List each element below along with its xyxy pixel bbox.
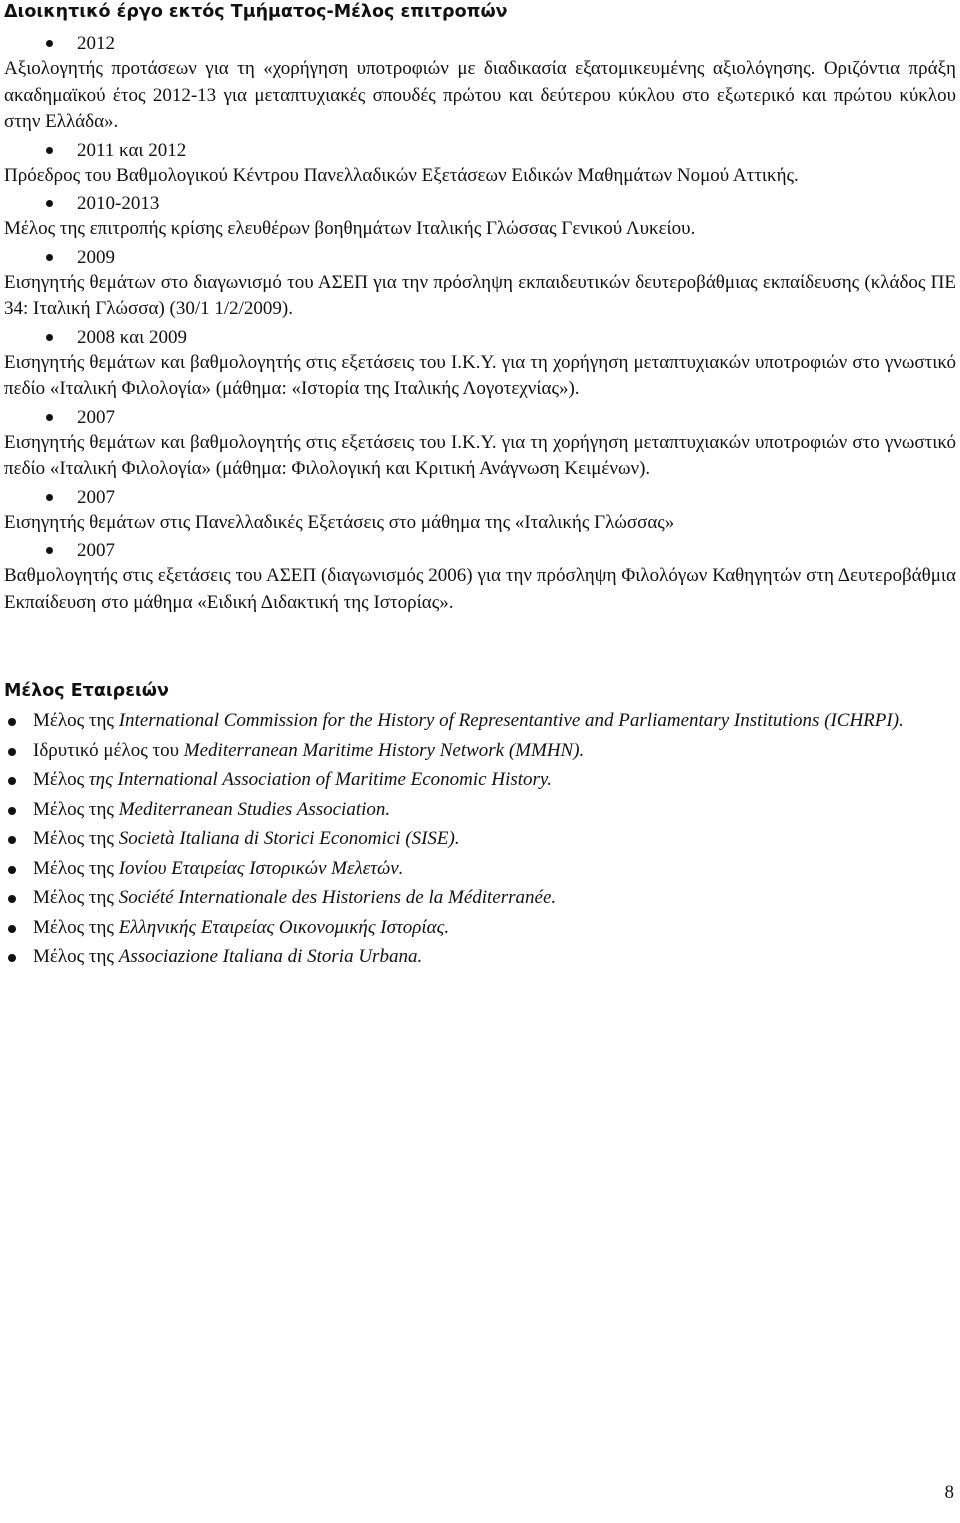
entry-year-row xyxy=(0,137,960,164)
entry-year: 2012 xyxy=(77,33,115,54)
entry-year-row xyxy=(0,404,960,431)
entry-description: Εισηγητής θεμάτων στις Πανελλαδικές Εξετάσεις στο μάθημα της «Ιταλικής Γλώσσας» xyxy=(4,511,675,533)
membership-item xyxy=(0,942,960,972)
entry-year: 2007 xyxy=(77,540,115,561)
bullet-icon xyxy=(46,40,53,47)
entry-description: Πρόεδρος του Βαθμολογικού Κέντρου Πανελλαδικών Εξετάσεων Ειδικών Μαθημάτων Νομού Αττικής. xyxy=(4,164,799,186)
entry-year-row xyxy=(0,484,960,511)
membership-item xyxy=(0,765,960,795)
admin-entry xyxy=(0,190,960,244)
membership-prefix: Μέλος της xyxy=(33,946,119,967)
entry-year-row xyxy=(0,537,960,564)
admin-entry xyxy=(0,404,960,484)
admin-entries-list xyxy=(0,30,960,617)
entry-description: Αξιολογητής προτάσεων για τη «χορήγηση υποτροφιών με διαδικασία εξατομικευμένης αξιολόγησης. Οριζόντια πράξη ακαδημαϊκού έτος 2012-13 για μεταπτυχιακές σπουδές πρώτου και δεύτερου κύκλου στο εξωτερικό και πρώτου κύκλου στην Ελλάδα». xyxy=(4,58,956,132)
admin-entry xyxy=(0,537,960,617)
entry-description: Εισηγητής θεμάτων στο διαγωνισμό του ΑΣΕΠ για την πρόσληψη εκπαιδευτικών δευτεροβάθμιας εκπαίδευσης (κλάδος ΠΕ 34: Ιταλική Γλώσσα) (30/1 1/2/2009). xyxy=(4,271,956,319)
admin-entry xyxy=(0,324,960,404)
organization-name: Ελληνικής Εταιρείας Οικονομικής Ιστορίας. xyxy=(118,916,450,938)
bullet-icon xyxy=(46,200,53,207)
membership-prefix: Μέλος xyxy=(33,769,89,790)
bullet-icon xyxy=(8,925,16,933)
entry-year-row xyxy=(0,190,960,217)
membership-item xyxy=(0,824,960,854)
bullet-icon xyxy=(46,147,53,154)
admin-entry xyxy=(0,30,960,137)
membership-item xyxy=(0,736,960,766)
admin-entry xyxy=(0,244,960,324)
entry-description: Εισηγητής θεμάτων και βαθμολογητής στις εξετάσεις του Ι.Κ.Υ. για τη χορήγηση μεταπτυχιακών υποτροφιών στο γνωστικό πεδίο «Ιταλική Φιλολογία» (μάθημα: «Ιστορία της Ιταλικής Λογοτεχνίας»). xyxy=(4,351,956,399)
membership-prefix: Μέλος της xyxy=(33,916,119,938)
membership-item xyxy=(0,795,960,825)
membership-item xyxy=(0,854,960,884)
organization-name: International Commission for the History of Representantive and Parliamentary Institutions (ICHRPI). xyxy=(118,710,904,731)
membership-prefix: Μέλος της xyxy=(33,710,119,731)
membership-item xyxy=(0,706,960,736)
bullet-icon xyxy=(46,547,53,554)
membership-section-heading: Μέλος Εταιρειών xyxy=(4,681,169,701)
organization-name: Mediterranean Maritime History Network (MMHN). xyxy=(183,739,585,761)
organization-name: Mediterranean Studies Association. xyxy=(118,798,391,820)
membership-prefix: Μέλος της xyxy=(33,798,119,820)
membership-prefix: Μέλος της xyxy=(33,857,119,879)
bullet-icon xyxy=(8,866,16,874)
entry-year: 2010-2013 xyxy=(77,193,160,214)
bullet-icon xyxy=(46,494,53,501)
membership-item xyxy=(0,913,960,943)
membership-list xyxy=(0,706,960,972)
bullet-icon xyxy=(46,254,53,261)
membership-prefix: Ιδρυτικό μέλος του xyxy=(33,739,184,761)
bullet-icon xyxy=(46,334,53,341)
entry-year-row xyxy=(0,30,960,57)
entry-year-row xyxy=(0,244,960,271)
entry-year: 2007 xyxy=(77,406,115,428)
organization-name: της International Association of Maritime Economic History. xyxy=(88,769,553,790)
admin-entry xyxy=(0,484,960,538)
membership-prefix: Μέλος της xyxy=(33,887,119,908)
organization-name: Société Internationale des Historiens de la Méditerranée. xyxy=(118,887,557,908)
bullet-icon xyxy=(8,748,16,756)
bullet-icon xyxy=(8,777,16,785)
organization-name: Ιονίου Εταιρείας Ιστορικών Μελετών. xyxy=(118,857,404,879)
membership-item xyxy=(0,883,960,913)
bullet-icon xyxy=(8,954,16,962)
entry-description: Βαθμολογητής στις εξετάσεις του ΑΣΕΠ (διαγωνισμός 2006) για την πρόσληψη Φιλολόγων Καθηγητών στη Δευτεροβάθμια Εκπαίδευση στο μάθημα «Ειδική Διδακτική της Ιστορίας». xyxy=(4,565,956,613)
admin-entry xyxy=(0,137,960,191)
membership-prefix: Μέλος της xyxy=(33,828,119,849)
organization-name: Associazione Italiana di Storia Urbana. xyxy=(118,946,423,967)
entry-year: 2009 xyxy=(77,246,115,268)
bullet-icon xyxy=(8,807,16,815)
bullet-icon xyxy=(8,836,16,844)
page-number: 8 xyxy=(944,1482,954,1503)
entry-year: 2011 και 2012 xyxy=(77,139,187,161)
entry-year: 2008 και 2009 xyxy=(77,326,187,348)
entry-description: Μέλος της επιτροπής κρίσης ελευθέρων βοηθημάτων Ιταλικής Γλώσσας Γενικού Λυκείου. xyxy=(4,218,696,239)
bullet-icon xyxy=(8,718,16,726)
bullet-icon xyxy=(8,895,16,903)
entry-year: 2007 xyxy=(77,486,115,508)
entry-description: Εισηγητής θεμάτων και βαθμολογητής στις εξετάσεις του Ι.Κ.Υ. για τη χορήγηση μεταπτυχιακών υποτροφιών στο γνωστικό πεδίο «Ιταλική Φιλολογία» (μάθημα: Φιλολογική και Κριτική Ανάγνωση Κειμένων). xyxy=(4,431,956,479)
organization-name: Società Italiana di Storici Economici (SISE). xyxy=(118,828,460,849)
admin-section-heading: Διοικητικό έργο εκτός Τμήματος-Μέλος επιτροπών xyxy=(4,2,508,22)
entry-year-row xyxy=(0,324,960,351)
bullet-icon xyxy=(46,414,53,421)
